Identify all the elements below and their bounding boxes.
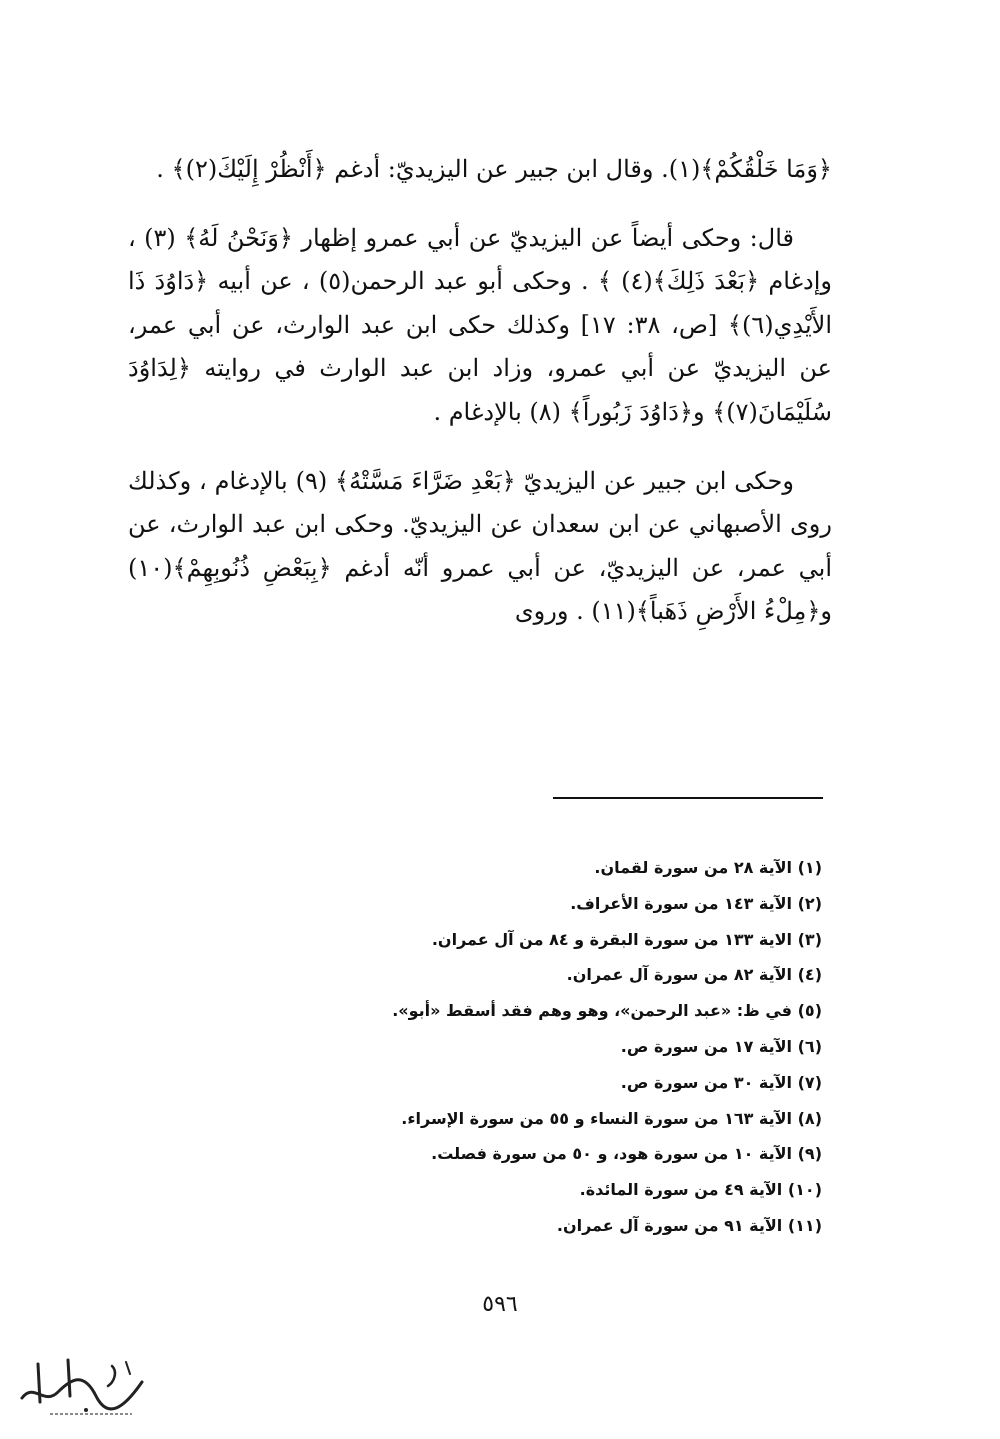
footnote-1: (١) الآية ٢٨ من سورة لقمان. — [594, 858, 822, 877]
footnote-4: (٤) الآية ٨٢ من سورة آل عمران. — [566, 965, 822, 985]
paragraph-3: وحكى ابن جبير عن اليزيديّ ﴿بَعْدِ ضَرَّاءَ مَسَّتْهُ﴾ (٩) بالإدغام ، وكذلك روى الأصبهاني عن ابن سعدان عن اليزيديّ. وحكى ابن عبد الوارث، عن أبي عمر، عن اليزيديّ، عن أبي عمرو أنّه أدغم ﴿بِبَعْضِ ذُنُوبِهِمْ﴾(١٠) و﴿مِلْءُ الأَرْضِ ذَهَباً﴾(١١) . وروى — [128, 466, 832, 626]
footnote-2: (٢) الآية ١٤٣ من سورة الأعراف. — [570, 893, 822, 913]
footnote-3: (٣) الاية ١٣٣ من سورة البقرة و ٨٤ من آل عمران. — [431, 929, 822, 949]
footnote-10: (١٠) الآية ٤٩ من سورة المائدة. — [579, 1180, 822, 1200]
main-text — [128, 148, 832, 634]
paragraph-1: ﴿وَمَا خَلْقُكُمْ﴾(١). وقال ابن جبير عن اليزيديّ: أدغم ﴿أَنْظُرْ إِلَيْكَ(٢)﴾ . — [156, 155, 832, 183]
footnote-5: (٥) في ظ: «عبد الرحمن»، وهو وهم فقد أسقط «أبو». — [392, 1001, 822, 1021]
footnote-separator — [553, 797, 823, 799]
page-number: ٥٩٦ — [482, 1292, 518, 1317]
paragraph-2: قال: وحكى أيضاً عن اليزيديّ عن أبي عمرو إظهار ﴿وَنَحْنُ لَهُ﴾ (٣) ، وإدغام ﴿بَعْدَ ذَلِكَ﴾(٤) ﴾ . وحكى أبو عبد الرحمن(٥) ، عن أبيه ﴿دَاوُدَ ذَا الأَيْدِي(٦)﴾ [ص، ٣٨: ١٧] وكذلك حكى ابن عبد الوارث، عن أبي عمر، عن اليزيديّ عن أبي عمرو، وزاد ابن عبد الوارث في روايته ﴿لِدَاوُدَ سُلَيْمَانَ(٧)﴾ و﴿دَاوُدَ زَبُوراً﴾ (٨) بالإدغام . — [128, 223, 833, 426]
footnote-8: (٨) الآية ١٦٣ من سورة النساء و ٥٥ من سورة الإسراء. — [401, 1108, 822, 1128]
footnote-6: (٦) الآية ١٧ من سورة ص. — [620, 1036, 822, 1056]
calligraphy-logo-icon — [14, 1352, 154, 1420]
footnote-9: (٩) الآية ١٠ من سورة هود، و ٥٠ من سورة فصلت. — [431, 1144, 822, 1164]
logo-graphic — [14, 1352, 154, 1420]
footnote-7: (٧) الآية ٣٠ من سورة ص. — [620, 1072, 822, 1092]
footnotes-list — [182, 850, 822, 1244]
footnote-11: (١١) الآية ٩١ من سورة آل عمران. — [556, 1215, 822, 1235]
